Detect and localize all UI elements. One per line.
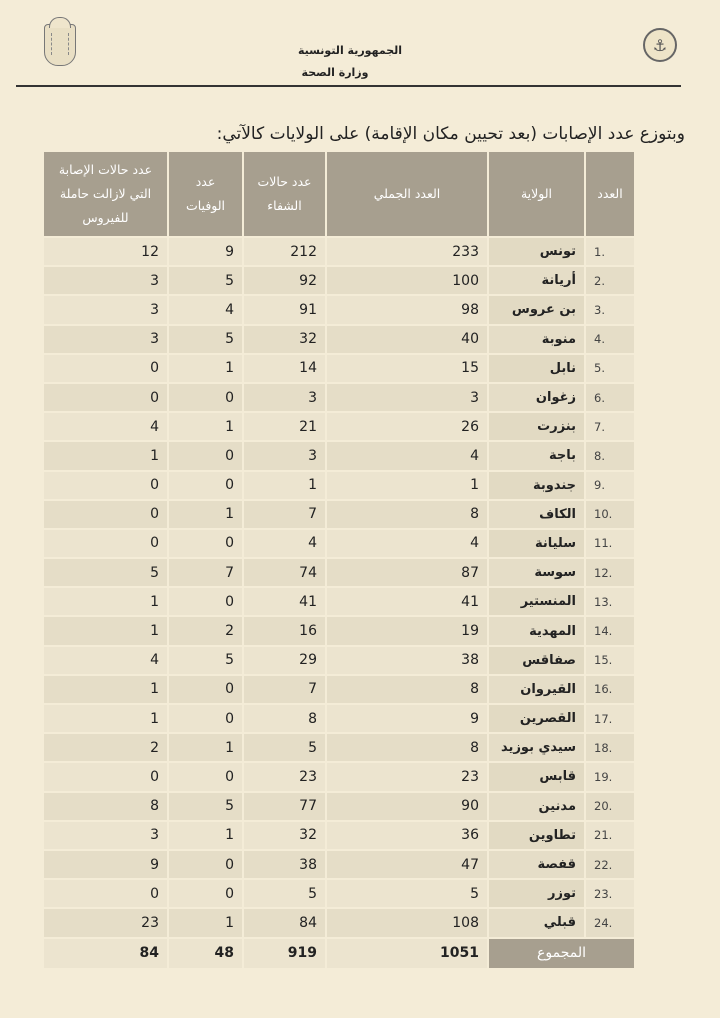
cell-total: 15 xyxy=(326,354,488,383)
ministry-logo-icon: ⚓ xyxy=(643,28,677,62)
cell-index: 12. xyxy=(585,558,635,587)
cell-total: 40 xyxy=(326,325,488,354)
cell-index: 16. xyxy=(585,675,635,704)
cell-deaths: 5 xyxy=(168,325,243,354)
cell-recovered: 3 xyxy=(243,383,326,412)
cell-recovered: 3 xyxy=(243,441,326,470)
cell-total: 9 xyxy=(326,704,488,733)
table-row xyxy=(43,500,635,529)
col-deaths: عدد الوفيات xyxy=(168,151,243,237)
cell-total: 23 xyxy=(326,762,488,791)
cell-recovered: 7 xyxy=(243,500,326,529)
cell-index: 20. xyxy=(585,792,635,821)
cell-active: 2 xyxy=(43,733,168,762)
cell-deaths: 1 xyxy=(168,500,243,529)
cell-index: 8. xyxy=(585,441,635,470)
totals-row xyxy=(43,938,635,969)
cell-governorate: قابس xyxy=(488,762,585,791)
cell-deaths: 1 xyxy=(168,733,243,762)
cell-deaths: 5 xyxy=(168,792,243,821)
col-active: عدد حالات الإصابة التي لازالت حاملة للفيروس xyxy=(43,151,168,237)
cell-total: 8 xyxy=(326,675,488,704)
cell-index: 15. xyxy=(585,646,635,675)
cell-governorate: تونس xyxy=(488,237,585,266)
cell-total: 90 xyxy=(326,792,488,821)
col-recovered: عدد حالات الشفاء xyxy=(243,151,326,237)
table-row xyxy=(43,879,635,908)
cell-deaths: 1 xyxy=(168,908,243,937)
cell-governorate: بنزرت xyxy=(488,412,585,441)
cell-governorate: بن عروس xyxy=(488,295,585,324)
cell-index: 3. xyxy=(585,295,635,324)
cell-index: 18. xyxy=(585,733,635,762)
cell-deaths: 0 xyxy=(168,383,243,412)
cell-governorate: القصرين xyxy=(488,704,585,733)
col-governorate: الولاية xyxy=(488,151,585,237)
table-row xyxy=(43,237,635,266)
cell-deaths: 1 xyxy=(168,354,243,383)
coat-of-arms-icon xyxy=(44,24,76,66)
cell-index: 10. xyxy=(585,500,635,529)
cell-active: 4 xyxy=(43,646,168,675)
cell-index: 2. xyxy=(585,266,635,295)
cell-total: 19 xyxy=(326,616,488,645)
cell-governorate: المهدية xyxy=(488,616,585,645)
total-active: 84 xyxy=(43,938,168,969)
cell-active: 3 xyxy=(43,821,168,850)
cell-recovered: 84 xyxy=(243,908,326,937)
cell-governorate: سيدي بوزيد xyxy=(488,733,585,762)
cell-deaths: 0 xyxy=(168,879,243,908)
cell-active: 0 xyxy=(43,500,168,529)
cell-active: 9 xyxy=(43,850,168,879)
cell-governorate: المنستير xyxy=(488,587,585,616)
cell-active: 23 xyxy=(43,908,168,937)
cell-active: 1 xyxy=(43,704,168,733)
total-cases: 1051 xyxy=(326,938,488,969)
table-row xyxy=(43,762,635,791)
cell-deaths: 0 xyxy=(168,529,243,558)
total-recovered: 919 xyxy=(243,938,326,969)
cases-by-governorate-table xyxy=(42,150,636,970)
cell-total: 1 xyxy=(326,471,488,500)
header-divider xyxy=(16,85,681,87)
cell-deaths: 0 xyxy=(168,587,243,616)
cell-index: 19. xyxy=(585,762,635,791)
cell-recovered: 29 xyxy=(243,646,326,675)
cell-governorate: قفصة xyxy=(488,850,585,879)
cell-total: 41 xyxy=(326,587,488,616)
cell-index: 1. xyxy=(585,237,635,266)
cell-recovered: 1 xyxy=(243,471,326,500)
cell-deaths: 2 xyxy=(168,616,243,645)
cell-governorate: مدنين xyxy=(488,792,585,821)
cell-governorate: توزر xyxy=(488,879,585,908)
cell-governorate: سليانة xyxy=(488,529,585,558)
cell-deaths: 5 xyxy=(168,266,243,295)
cell-index: 23. xyxy=(585,879,635,908)
totals-label: المجموع xyxy=(488,938,635,969)
cell-active: 5 xyxy=(43,558,168,587)
ministry-title: وزارة الصحة xyxy=(301,66,369,79)
cell-index: 22. xyxy=(585,850,635,879)
table-row xyxy=(43,704,635,733)
table-row xyxy=(43,325,635,354)
cell-active: 12 xyxy=(43,237,168,266)
cell-recovered: 92 xyxy=(243,266,326,295)
cell-recovered: 91 xyxy=(243,295,326,324)
cell-total: 8 xyxy=(326,733,488,762)
table-row xyxy=(43,354,635,383)
table-row xyxy=(43,558,635,587)
cell-total: 98 xyxy=(326,295,488,324)
cell-total: 87 xyxy=(326,558,488,587)
cell-active: 0 xyxy=(43,471,168,500)
cell-index: 11. xyxy=(585,529,635,558)
table-row xyxy=(43,441,635,470)
cell-recovered: 4 xyxy=(243,529,326,558)
cell-total: 47 xyxy=(326,850,488,879)
document-header xyxy=(0,0,720,90)
cell-deaths: 0 xyxy=(168,675,243,704)
cell-active: 1 xyxy=(43,675,168,704)
cell-recovered: 38 xyxy=(243,850,326,879)
cell-governorate: زغوان xyxy=(488,383,585,412)
table-row xyxy=(43,266,635,295)
cell-index: 13. xyxy=(585,587,635,616)
cell-deaths: 0 xyxy=(168,704,243,733)
table-row xyxy=(43,587,635,616)
cell-recovered: 77 xyxy=(243,792,326,821)
table-row xyxy=(43,675,635,704)
cell-active: 0 xyxy=(43,879,168,908)
cell-total: 38 xyxy=(326,646,488,675)
cell-active: 1 xyxy=(43,587,168,616)
republic-title: الجمهورية التونسية xyxy=(297,44,403,57)
cell-recovered: 212 xyxy=(243,237,326,266)
table-row xyxy=(43,733,635,762)
cell-deaths: 7 xyxy=(168,558,243,587)
cell-active: 3 xyxy=(43,266,168,295)
cell-recovered: 41 xyxy=(243,587,326,616)
cell-active: 4 xyxy=(43,412,168,441)
cell-recovered: 14 xyxy=(243,354,326,383)
cell-active: 8 xyxy=(43,792,168,821)
cell-active: 3 xyxy=(43,295,168,324)
table-row xyxy=(43,646,635,675)
cell-governorate: جندوبة xyxy=(488,471,585,500)
cell-index: 24. xyxy=(585,908,635,937)
cell-governorate: باجة xyxy=(488,441,585,470)
cell-deaths: 0 xyxy=(168,471,243,500)
table-row xyxy=(43,821,635,850)
cell-governorate: منوبة xyxy=(488,325,585,354)
cell-total: 233 xyxy=(326,237,488,266)
table-row xyxy=(43,908,635,937)
cell-deaths: 5 xyxy=(168,646,243,675)
cell-deaths: 0 xyxy=(168,441,243,470)
cell-recovered: 5 xyxy=(243,733,326,762)
cell-active: 0 xyxy=(43,354,168,383)
cell-total: 4 xyxy=(326,441,488,470)
cell-total: 100 xyxy=(326,266,488,295)
cell-recovered: 23 xyxy=(243,762,326,791)
col-index: العدد xyxy=(585,151,635,237)
table-row xyxy=(43,471,635,500)
cell-active: 0 xyxy=(43,762,168,791)
cell-deaths: 1 xyxy=(168,821,243,850)
intro-text: وبتوزع عدد الإصابات (بعد تحيين مكان الإقامة) على الولايات كالآتي: xyxy=(216,124,685,144)
cell-total: 3 xyxy=(326,383,488,412)
cell-deaths: 0 xyxy=(168,850,243,879)
cell-recovered: 5 xyxy=(243,879,326,908)
cell-total: 4 xyxy=(326,529,488,558)
cell-total: 36 xyxy=(326,821,488,850)
total-deaths: 48 xyxy=(168,938,243,969)
cell-active: 1 xyxy=(43,616,168,645)
cell-deaths: 9 xyxy=(168,237,243,266)
cell-active: 3 xyxy=(43,325,168,354)
cell-governorate: قبلي xyxy=(488,908,585,937)
cell-index: 4. xyxy=(585,325,635,354)
cell-recovered: 8 xyxy=(243,704,326,733)
cell-total: 5 xyxy=(326,879,488,908)
table-row xyxy=(43,412,635,441)
table-row xyxy=(43,616,635,645)
cell-index: 6. xyxy=(585,383,635,412)
table-row xyxy=(43,383,635,412)
cell-deaths: 1 xyxy=(168,412,243,441)
cell-recovered: 21 xyxy=(243,412,326,441)
cell-total: 26 xyxy=(326,412,488,441)
cell-governorate: نابل xyxy=(488,354,585,383)
cell-index: 17. xyxy=(585,704,635,733)
cell-recovered: 32 xyxy=(243,325,326,354)
cell-recovered: 74 xyxy=(243,558,326,587)
cell-index: 7. xyxy=(585,412,635,441)
cell-governorate: الكاف xyxy=(488,500,585,529)
cell-index: 21. xyxy=(585,821,635,850)
cell-total: 108 xyxy=(326,908,488,937)
table-row xyxy=(43,529,635,558)
cell-governorate: سوسة xyxy=(488,558,585,587)
cell-recovered: 16 xyxy=(243,616,326,645)
table-row xyxy=(43,295,635,324)
cell-active: 0 xyxy=(43,383,168,412)
cell-governorate: أريانة xyxy=(488,266,585,295)
cell-deaths: 0 xyxy=(168,762,243,791)
col-total: العدد الجملي xyxy=(326,151,488,237)
cell-active: 0 xyxy=(43,529,168,558)
cell-governorate: تطاوين xyxy=(488,821,585,850)
cell-governorate: صفاقس xyxy=(488,646,585,675)
table-row xyxy=(43,792,635,821)
cell-governorate: القيروان xyxy=(488,675,585,704)
table-header-row xyxy=(43,151,635,237)
cell-recovered: 32 xyxy=(243,821,326,850)
cell-total: 8 xyxy=(326,500,488,529)
cell-index: 9. xyxy=(585,471,635,500)
cell-recovered: 7 xyxy=(243,675,326,704)
cell-index: 14. xyxy=(585,616,635,645)
cell-deaths: 4 xyxy=(168,295,243,324)
table-row xyxy=(43,850,635,879)
cell-active: 1 xyxy=(43,441,168,470)
cell-index: 5. xyxy=(585,354,635,383)
